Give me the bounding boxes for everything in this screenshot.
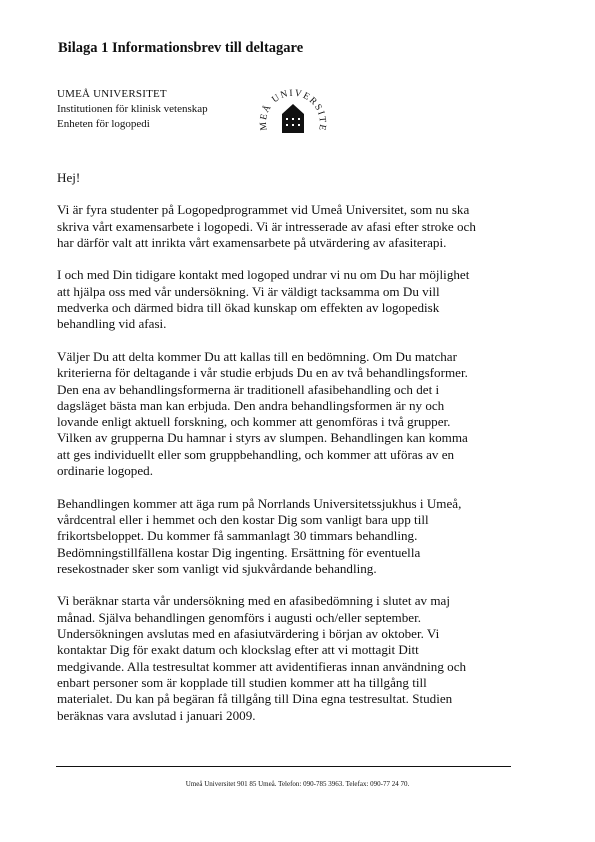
- paragraph-line: kriterierna för deltagande i vår studie erbjuds Du en av två behandlingsformer.: [57, 365, 468, 381]
- greeting: Hej!: [57, 170, 81, 185]
- paragraph-line: Vi beräknar starta vår undersökning med en afasibedömning i slutet av maj: [57, 593, 450, 609]
- paragraph-line: materialet. Du kan på begäran få tillgång till Dina egna testresultat. Studien: [57, 691, 453, 707]
- paragraph-line: frikortsbeloppet. Du kommer få sammanlagt 30 timmars behandling.: [57, 528, 418, 544]
- paragraph-line: medverka och därmed bidra till ökad kunskap om effekten av logopedisk: [57, 300, 440, 316]
- page-title: Bilaga 1 Informationsbrev till deltagare: [58, 40, 304, 56]
- paragraph-line: Undersökningen avslutas med en afasiutvärdering i början av oktober. Vi: [57, 626, 440, 642]
- paragraph-line: har därför valt att inrikta vårt examensarbete på utvärdering av afasiterapi.: [57, 234, 447, 250]
- paragraph-line: ordinarie logoped.: [57, 463, 153, 479]
- paragraph-line: Vi är fyra studenter på Logopedprogrammet vid Umeå Universitet, som nu ska: [57, 202, 470, 218]
- paragraph-line: Bedömningstillfällena kostar Dig ingenting. Ersättning för eventuella: [57, 544, 421, 560]
- unit-name: Enheten för logopedi: [57, 118, 150, 130]
- paragraph-line: behandling vid afasi.: [57, 316, 167, 332]
- letter-paragraph: [57, 496, 517, 577]
- paragraph-line: Väljer Du att delta kommer Du att kallas till en bedömning. Om Du matchar: [57, 348, 457, 364]
- paragraph-line: att hjälpa oss med vår undersökning. Vi är väldigt tacksamma om Du vill: [57, 283, 440, 299]
- svg-text:UMEÅ UNIVERSITET: MEÅ UNIVERSITE: [258, 88, 328, 133]
- letterhead: [57, 87, 208, 132]
- letter-paragraph: [57, 349, 517, 479]
- paragraph-line: enbart personer som är kopplade till studien kommer att ha tillgång till: [57, 674, 427, 690]
- letter-paragraph: [57, 593, 517, 723]
- university-seal-icon: [257, 84, 329, 156]
- paragraph-line: månad. Själva behandlingen genomförs i augusti och/eller september.: [57, 609, 421, 625]
- footer-address: Umeå Universitet 901 85 Umeå. Telefon: 090-785 3963. Telefax: 090-77 24 70.: [185, 780, 410, 788]
- paragraph-line: resekostnader sker som vanligt vid sjukvårdande behandling.: [57, 560, 377, 576]
- university-name: UMEÅ UNIVERSITET: [57, 88, 167, 100]
- paragraph-line: Den ena av behandlingsformerna är traditionell afasibehandling och det i: [57, 381, 440, 397]
- paragraph-line: Vilken av grupperna Du hamnar i styrs av slumpen. Behandlingen kan komma: [57, 430, 468, 446]
- paragraph-line: skriva vårt examensarbete i logopedi. Vi är intresserade av afasi efter stroke och: [57, 218, 476, 234]
- paragraph-line: beräknas vara avslutad i januari 2009.: [57, 707, 256, 723]
- footer-divider: [56, 766, 511, 767]
- paragraph-line: dagsläget bästa man kan erbjuda. Den andra behandlingsformen är ny och: [57, 397, 445, 413]
- paragraph-line: medgivande. Alla testresultat kommer att avidentifieras innan användning och: [57, 658, 467, 674]
- letter-paragraphs: [57, 202, 517, 724]
- institution-name: Institutionen för klinisk vetenskap: [57, 103, 208, 115]
- paragraph-line: I och med Din tidigare kontakt med logoped undrar vi nu om Du har möjlighet: [57, 267, 470, 283]
- letter-paragraph: [57, 267, 517, 332]
- letter-body: [57, 170, 517, 740]
- paragraph-line: Behandlingen kommer att äga rum på Norrlands Universitetssjukhus i Umeå,: [57, 495, 462, 511]
- paragraph-line: vårdcentral eller i hemmet och den kostar Dig som vanligt bara upp till: [57, 511, 429, 527]
- paragraph-line: lovande enligt aktuell forskning, och kommer att genomföras i två grupper.: [57, 414, 451, 430]
- paragraph-line: kontaktar Dig för exakt datum och klockslag efter att vi mottagit Ditt: [57, 642, 419, 658]
- paragraph-line: att ges individuellt eller som gruppbehandling, och kommer att uföras av en: [57, 446, 455, 462]
- letter-paragraph: [57, 202, 517, 251]
